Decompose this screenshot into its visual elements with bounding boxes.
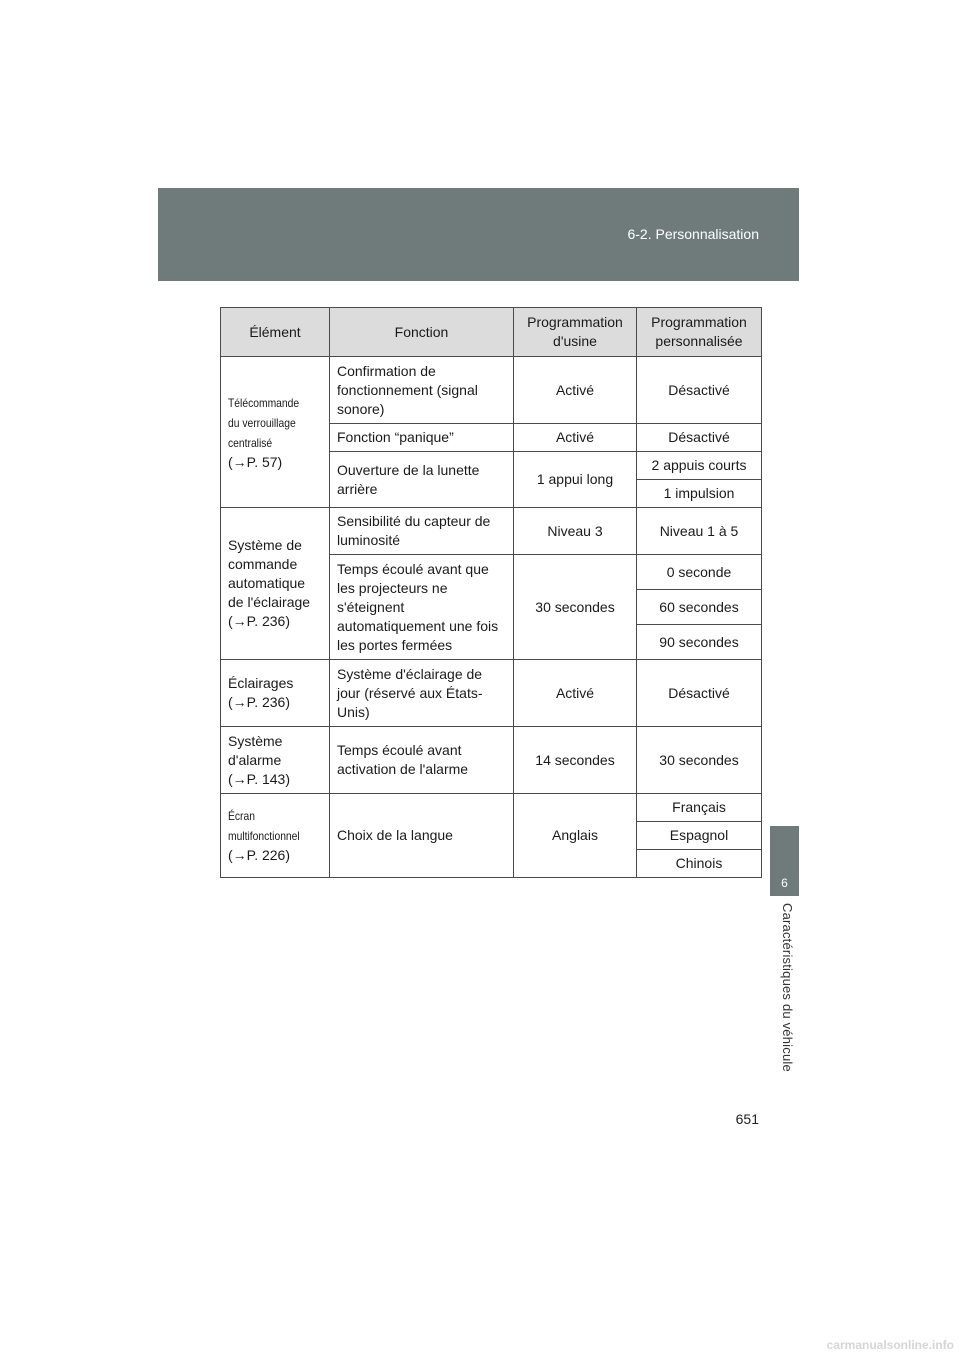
factory-cell: 1 appui long — [514, 452, 637, 508]
custom-cell: 2 appuis courts — [637, 452, 762, 480]
table-row — [221, 794, 762, 822]
custom-cell: Espagnol — [637, 822, 762, 850]
element-name: Télécommande du verrouillage centralisé — [228, 395, 300, 450]
watermark-text: carmanualsonline.info — [826, 1338, 954, 1352]
custom-cell: Désactivé — [637, 660, 762, 727]
function-cell: Confirmation de fonctionnement (signal sonore) — [330, 357, 514, 424]
chapter-title: Caractéristiques du véhicule — [780, 903, 795, 1072]
col-header-function: Fonction — [330, 308, 514, 357]
custom-cell: 90 secondes — [637, 625, 762, 660]
custom-cell: Désactivé — [637, 424, 762, 452]
custom-cell: 1 impulsion — [637, 480, 762, 508]
element-cell-lights — [221, 660, 330, 727]
page-reference: (→P. 236) — [228, 694, 290, 710]
chapter-tab — [770, 826, 799, 896]
section-title: 6-2. Personnalisation — [627, 226, 759, 242]
factory-cell: Niveau 3 — [514, 508, 637, 555]
custom-cell: Niveau 1 à 5 — [637, 508, 762, 555]
table-row — [221, 508, 762, 555]
element-cell-lighting-auto — [221, 508, 330, 660]
table-row — [221, 357, 762, 424]
function-cell: Sensibilité du capteur de luminosité — [330, 508, 514, 555]
custom-cell: 60 secondes — [637, 590, 762, 625]
function-cell: Ouverture de la lunette arrière — [330, 452, 514, 508]
section-header — [158, 188, 799, 281]
factory-cell: Anglais — [514, 794, 637, 878]
table-row — [221, 660, 762, 727]
page-number: 651 — [735, 1111, 759, 1127]
factory-cell: 30 secondes — [514, 555, 637, 660]
custom-cell: Chinois — [637, 850, 762, 878]
customization-table — [220, 307, 762, 878]
function-cell: Temps écoulé avant que les projecteurs ne s'éteignent automatiquement une fois les portes fermées — [330, 555, 514, 660]
page-reference: (→P. 236) — [228, 613, 290, 629]
custom-cell: 30 secondes — [637, 727, 762, 794]
function-cell: Choix de la langue — [330, 794, 514, 878]
table-header-row — [221, 308, 762, 357]
table-row — [221, 727, 762, 794]
page-reference: (→P. 226) — [228, 847, 290, 863]
function-cell: Fonction “panique” — [330, 424, 514, 452]
element-cell-remote — [221, 357, 330, 508]
function-cell: Système d'éclairage de jour (réservé aux États-Unis) — [330, 660, 514, 727]
custom-cell: Désactivé — [637, 357, 762, 424]
function-cell: Temps écoulé avant activation de l'alarme — [330, 727, 514, 794]
factory-cell: Activé — [514, 660, 637, 727]
custom-cell: Français — [637, 794, 762, 822]
factory-cell: Activé — [514, 424, 637, 452]
page-reference: (→P. 57) — [228, 453, 283, 470]
col-header-element: Élément — [221, 308, 330, 357]
col-header-custom: Programmation personnalisée — [637, 308, 762, 357]
factory-cell: Activé — [514, 357, 637, 424]
factory-cell: 14 secondes — [514, 727, 637, 794]
custom-cell: 0 seconde — [637, 555, 762, 590]
page-reference: (→P. 143) — [228, 770, 290, 787]
element-name: Écran multifonctionnel — [228, 809, 300, 843]
element-name: Éclairages — [228, 675, 294, 691]
element-cell-display — [221, 794, 330, 878]
col-header-factory: Programmation d'usine — [514, 308, 637, 357]
element-cell-alarm — [221, 727, 330, 794]
element-name: Système de commande automatique de l'éclairage — [228, 537, 311, 610]
chapter-number: 6 — [781, 876, 788, 890]
element-name: Système d'alarme — [228, 732, 283, 768]
